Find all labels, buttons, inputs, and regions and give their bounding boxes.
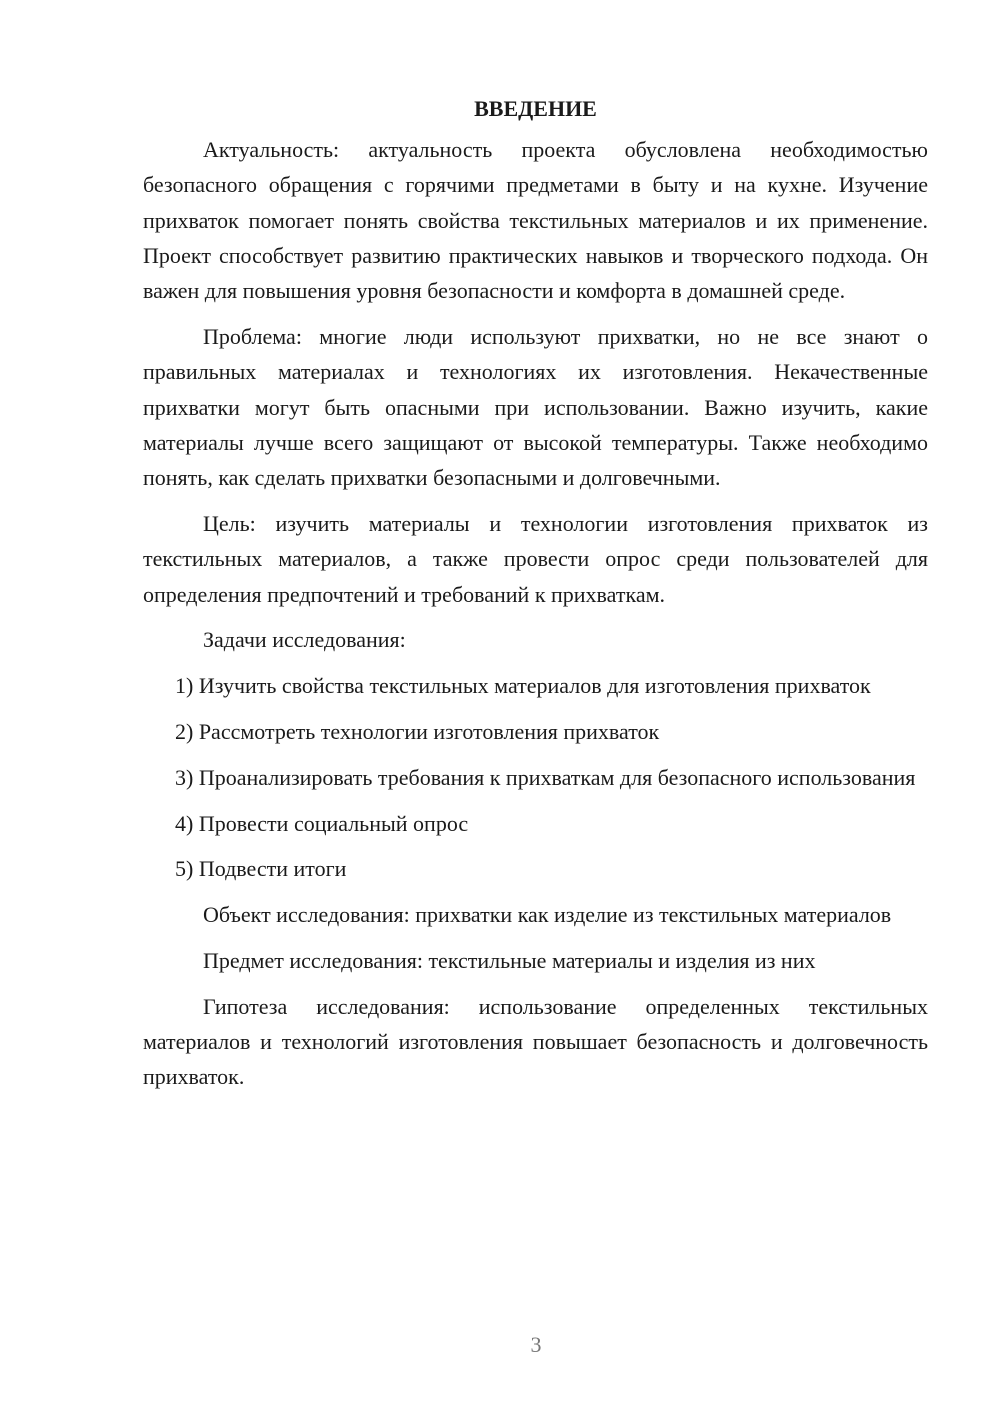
task-item-1: 1) Изучить свойства текстильных материалов для изготовления прихваток (175, 673, 871, 699)
page-number: 3 (530, 1332, 542, 1357)
task-item-2: 2) Рассмотреть технологии изготовления прихваток (175, 718, 660, 744)
document-title: ВВЕДЕНИЕ (474, 96, 597, 121)
task-item-3: 3) Проанализировать требования к прихваткам для безопасного использования (175, 764, 916, 790)
paragraph-object: Объект исследования: прихватки как изделие из текстильных материалов (203, 902, 892, 928)
paragraph-hypothesis: Гипотеза исследования: использование определенных текстильных материалов и технологий изготовления повышает безопасность и долговечность прихваток. (143, 993, 928, 1090)
paragraph-relevance: Актуальность: актуальность проекта обусловлена необходимостью безопасного обращения с горячими предметами в быту и на кухне. Изучение прихваток помогает понять свойства текстильных материалов и их применение. Проект способствует развитию практических навыков и творческого подхода. Он важен для повышения уровня безопасности и комфорта в домашней среде. (143, 137, 928, 304)
task-item-4: 4) Провести социальный опрос (175, 810, 469, 836)
paragraph-subject: Предмет исследования: текстильные материалы и изделия из них (203, 947, 816, 973)
paragraph-goal: Цель: изучить материалы и технологии изготовления прихваток из текстильных материалов, а также провести опрос среди пользователей для определения предпочтений и требований к прихваткам. (143, 510, 928, 607)
task-item-5: 5) Подвести итоги (175, 856, 347, 882)
paragraph-tasks-heading: Задачи исследования: (203, 627, 406, 653)
paragraph-problem: Проблема: многие люди используют прихватки, но не все знают о правильных материалах и технологиях их изготовления. Некачественные прихватки могут быть опасными при использовании. Важно изучить, какие материалы лучше всего защищают от высокой температуры. Также необходимо понять, как сделать прихватки безопасными и долговечными. (143, 323, 928, 491)
document-page (143, 92, 928, 1105)
